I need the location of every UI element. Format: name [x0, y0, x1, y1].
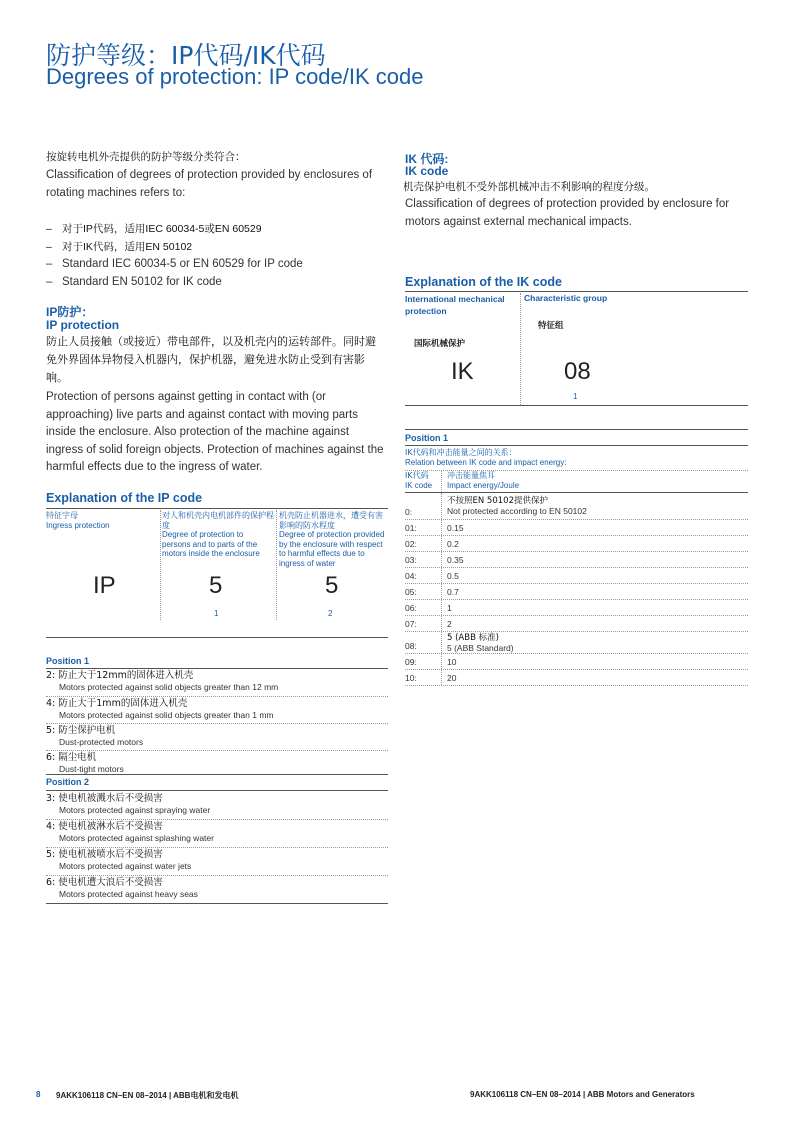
ip-text-zh: 防止人员接触（或接近）带电部件，以及机壳内的运转部件。同时避免外界固体异物侵入机器内，保护机器，避免进水防止受到有害影响。 — [46, 335, 376, 384]
ip-col1-zh: 特征字母 — [46, 511, 78, 520]
ik-energy-cell — [442, 520, 464, 535]
ip-col2-zh: 对人和机壳内电机部件的保护程度 — [162, 511, 274, 530]
table-row — [405, 632, 748, 654]
list-item: – Standard IEC 60034-5 or EN 60529 for IP code — [46, 256, 388, 274]
ik-code-cell: 02: — [405, 536, 442, 551]
ip-pos1-list — [46, 670, 388, 778]
table-row — [405, 584, 748, 600]
list-item: 5: 使电机被喷水后不受损害 Motors protected against water jets — [46, 848, 388, 876]
list-item: 4: 防止大于1mm的固体进入机壳 Motors protected against solid objects greater than 1 mm — [46, 697, 388, 724]
table-row — [405, 552, 748, 568]
ik-text-en: Classification of degrees of protection provided by enclosure for motors against external mechanical impacts. — [405, 198, 730, 228]
ik-energy-cell — [442, 493, 587, 519]
ik-letters: IK — [451, 358, 474, 385]
ip-col1-header — [46, 511, 146, 530]
table-header — [405, 471, 748, 492]
ip-index-2: 2 — [328, 609, 333, 618]
list-item: 2: 防止大于12mm的固体进入机壳 Motors protected against solid objects greater than 12 mm — [46, 670, 388, 697]
ik-col2-zh: 特征组 — [538, 321, 564, 331]
table-row — [405, 670, 748, 686]
th-energy-en: Impact energy/Joule — [447, 480, 520, 490]
ip-col1-en: Ingress protection — [46, 520, 110, 530]
intro-en: Classification of degrees of protection provided by enclosures of rotating machines refers to: — [46, 169, 373, 199]
ik-col1-zh: 国际机械保护 — [414, 339, 466, 349]
ik-col1-en: International mechanical protection — [405, 294, 505, 316]
ik-heading-zh: IK 代码: — [405, 152, 449, 166]
table-row — [405, 654, 748, 670]
ik-energy-cell — [442, 670, 456, 685]
ip-pos2-label: Position 2 — [46, 777, 90, 787]
page-title-zh: 防护等级：IP代码/IK代码 — [46, 41, 326, 70]
list-item: 6: 使电机遭大浪后不受损害 Motors protected against heavy seas — [46, 876, 388, 904]
ik-code-cell: 08: — [405, 632, 442, 653]
ik-energy-cell — [442, 552, 464, 567]
ik-digits: 08 — [564, 358, 591, 385]
ip-index-1: 1 — [214, 609, 219, 618]
ik-table — [405, 471, 748, 686]
page-number: 8 — [36, 1090, 41, 1099]
ik-relation-zh: IK代码和冲击能量之间的关系： — [405, 448, 517, 457]
ip-col3-en: Degree of protection provided by the enclosure with respect to harmful effects due to ingress of water — [279, 530, 385, 568]
ik-code-cell: 01: — [405, 520, 442, 535]
ik-col2-en: Characteristic group — [524, 293, 608, 303]
th-energy-zh: 冲击能量焦耳 — [447, 471, 495, 480]
list-item: 3: 使电机被溅水后不受损害 Motors protected against spraying water — [46, 793, 388, 820]
ik-index-1: 1 — [573, 392, 578, 401]
ik-energy-cell — [442, 584, 459, 599]
ip-pos1-label: Position 1 — [46, 656, 90, 666]
ik-energy-en: 10 — [447, 656, 457, 667]
ip-col3-zh: 机壳防止机器进水，遭受有害影响的防水程度 — [279, 511, 383, 530]
ip-pos2-list — [46, 793, 388, 904]
list-item: 5: 防尘保护电机 Dust-protected motors — [46, 724, 388, 751]
ip-heading-zh: IP防护： — [46, 305, 94, 319]
ip-col2-en: Degree of protection to persons and to parts of the motors inside the enclosure — [162, 530, 260, 558]
ik-energy-en: Not protected according to EN 50102 — [447, 506, 587, 516]
ik-expl-title: Explanation of the IK code — [405, 275, 562, 289]
ik-code-cell: 09: — [405, 654, 442, 669]
ip-letters: IP — [93, 572, 116, 599]
ik-text-zh: 机壳保护电机不受外部机械冲击不利影响的程度分级。 — [403, 181, 655, 193]
ik-energy-en: 0.2 — [447, 538, 459, 549]
ik-energy-en: 0.15 — [447, 522, 464, 533]
table-row — [405, 520, 748, 536]
footer-left: 9AKK106118 CN–EN 08–2014 | ABB电机和发电机 — [56, 1091, 239, 1100]
ip-heading-en: IP protection — [46, 318, 120, 332]
ip-col3-header — [279, 511, 389, 568]
ik-energy-cell — [442, 568, 459, 583]
ik-pos1-label: Position 1 — [405, 433, 449, 443]
th-code-zh: IK代码 — [405, 471, 429, 480]
ik-energy-cell — [442, 654, 456, 669]
ik-code-cell: 05: — [405, 584, 442, 599]
ik-energy-cell — [442, 600, 452, 615]
ik-code-cell: 03: — [405, 552, 442, 567]
ip-digit-1: 5 — [209, 572, 223, 599]
standards-list — [46, 220, 388, 291]
ik-relation-en: Relation between IK code and impact energy: — [405, 458, 567, 467]
ik-energy-en: 0.35 — [447, 554, 464, 565]
intro-zh: 按旋转电机外壳提供的防护等级分类符合： — [46, 151, 246, 163]
ik-energy-en: 1 — [447, 602, 452, 613]
ik-code-cell: 10: — [405, 670, 442, 685]
ik-code-cell: 07: — [405, 616, 442, 631]
table-row — [405, 600, 748, 616]
table-row — [405, 568, 748, 584]
page-title-en: Degrees of protection: IP code/IK code — [46, 64, 424, 89]
intro-section — [46, 148, 388, 291]
footer-right: 9AKK106118 CN–EN 08–2014 | ABB Motors and Generators — [470, 1090, 695, 1099]
list-item: – Standard EN 50102 for IK code — [46, 274, 388, 292]
ik-code-cell: 06: — [405, 600, 442, 615]
ik-energy-zh: 5 (ABB 标准) — [447, 632, 499, 643]
ik-energy-en: 20 — [447, 672, 457, 683]
table-row — [405, 616, 748, 632]
ik-energy-en: 2 — [447, 618, 452, 629]
list-item: 6: 隔尘电机 Dust-tight motors — [46, 752, 124, 774]
ip-expl-title: Explanation of the IP code — [46, 491, 203, 505]
ik-energy-zh: 不按照EN 50102提供保护 — [447, 496, 548, 506]
ik-energy-en: 5 (ABB Standard) — [447, 642, 514, 653]
list-item: 4: 使电机被淋水后不受损害 Motors protected against splashing water — [46, 820, 388, 848]
ik-energy-cell — [442, 632, 514, 653]
ik-energy-cell — [442, 616, 452, 631]
list-item: – 对于IP代码，适用IEC 60034-5或EN 60529 — [46, 220, 388, 238]
table-row — [405, 493, 748, 520]
ik-code-cell: 04: — [405, 568, 442, 583]
ip-text — [46, 333, 386, 477]
list-item: – 对于IK代码，适用EN 50102 — [46, 238, 388, 256]
ik-heading-en: IK code — [405, 164, 449, 178]
ip-digit-2: 5 — [325, 572, 339, 599]
ik-energy-en: 0.7 — [447, 586, 459, 597]
th-code-en: IK code — [405, 480, 433, 490]
ik-energy-cell — [442, 536, 459, 551]
table-row — [405, 536, 748, 552]
ik-energy-en: 0.5 — [447, 570, 459, 581]
ip-text-en: Protection of persons against getting in contact with (or approaching) live parts and against contact with moving parts inside the enclosure. Also protection of the machine against ingress of solid foreign objects. Protection of machines against the harmful effects due to the ingress of water. — [46, 391, 384, 473]
ip-col2-header — [162, 511, 274, 559]
ik-code-cell: 0: — [405, 493, 442, 519]
